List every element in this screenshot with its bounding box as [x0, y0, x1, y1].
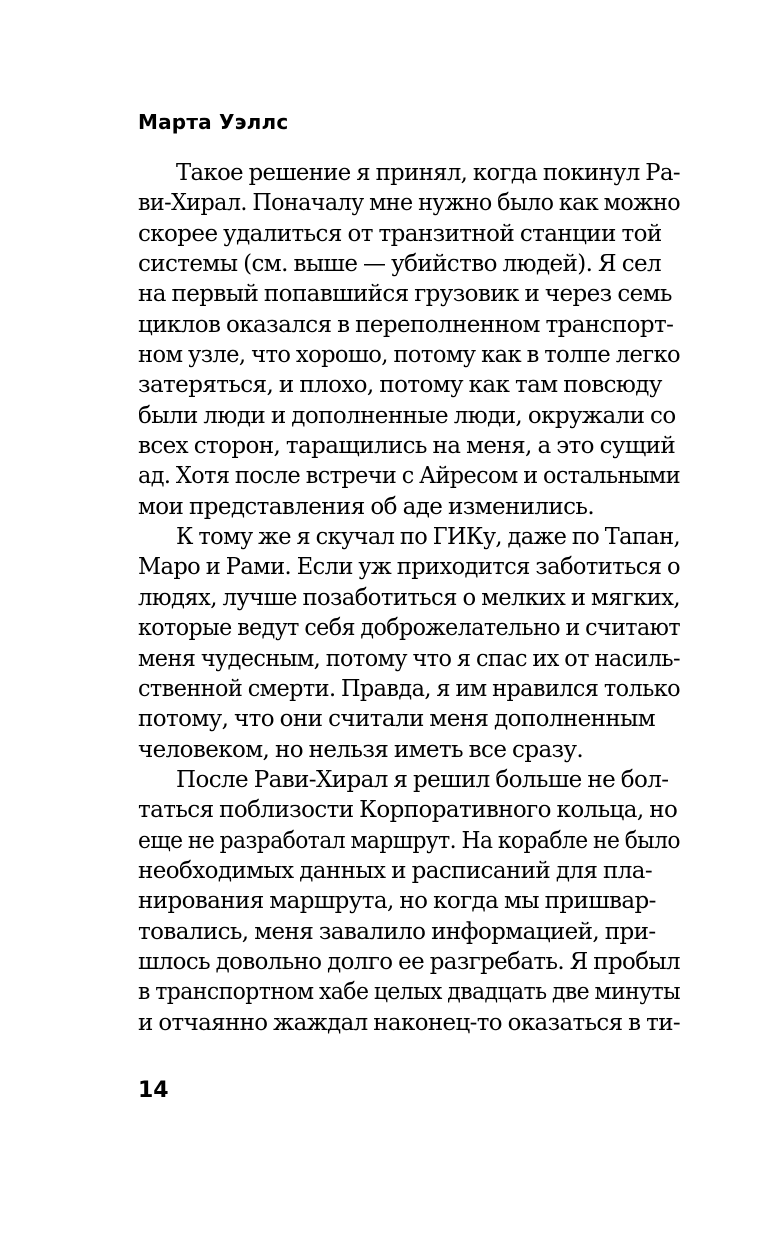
page-number: 14	[138, 1078, 169, 1103]
text-line: К тому же я скучал по ГИКу, даже по Тапан,	[176, 524, 680, 551]
text-line: скорее удалиться от транзитной станции той	[138, 220, 662, 247]
text-line: Маро и Рами. Если уж приходится заботиться о	[138, 554, 680, 581]
text-line: ном узле, что хорошо, потому как в толпе легко	[138, 342, 680, 369]
text-line: ви-Хирал. Поначалу мне нужно было как можно	[138, 190, 680, 217]
body-text	[138, 158, 680, 1038]
running-header-author: Марта Уэллс	[138, 110, 289, 134]
text-line: затеряться, и плохо, потому как там повсюду	[138, 372, 662, 399]
text-line: потому, что они считали меня дополненным	[138, 706, 656, 733]
text-line: человеком, но нельзя иметь все сразу.	[138, 736, 584, 763]
text-line: были люди и дополненные люди, окружали со	[138, 402, 676, 429]
text-line: шлось довольно долго ее разгребать. Я пробыл	[138, 948, 680, 975]
text-line: и отчаянно жаждал наконец-то оказаться в ти-	[138, 1009, 680, 1036]
text-line: Такое решение я принял, когда покинул Ра-	[176, 160, 680, 186]
text-line: нирования маршрута, но когда мы пришвар-	[138, 888, 656, 915]
paragraph-2	[138, 522, 680, 765]
paragraph-3	[138, 765, 680, 1038]
text-line: которые ведут себя доброжелательно и считают	[138, 615, 680, 642]
text-line: ственной смерти. Правда, я им нравился только	[138, 675, 680, 702]
text-line: всех сторон, таращились на меня, а это сущий	[138, 433, 676, 460]
text-line: на первый попавшийся грузовик и через семь	[138, 281, 672, 308]
text-line: мои представления об аде изменились.	[138, 493, 595, 520]
text-line: циклов оказался в переполненном транспорт-	[138, 311, 674, 338]
text-line: в транспортном хабе целых двадцать две минуты	[138, 979, 680, 1006]
text-line: товались, меня завалило информацией, при-	[138, 918, 656, 945]
text-line: таться поблизости Корпоративного кольца, но	[138, 797, 678, 824]
text-line: системы (см. выше — убийство людей). Я сел	[138, 251, 662, 278]
paragraph-1	[138, 158, 680, 522]
text-line: необходимых данных и расписаний для пла-	[138, 857, 653, 884]
text-line: еще не разработал маршрут. На корабле не было	[138, 827, 680, 854]
text-line: ад. Хотя после встречи с Айресом и остальными	[138, 463, 680, 490]
text-line: людях, лучше позаботиться о мелких и мягких,	[138, 584, 680, 611]
text-line: меня чудесным, потому что я спас их от насиль-	[138, 645, 680, 672]
text-line: После Рави-Хирал я решил больше не бол-	[176, 766, 669, 793]
